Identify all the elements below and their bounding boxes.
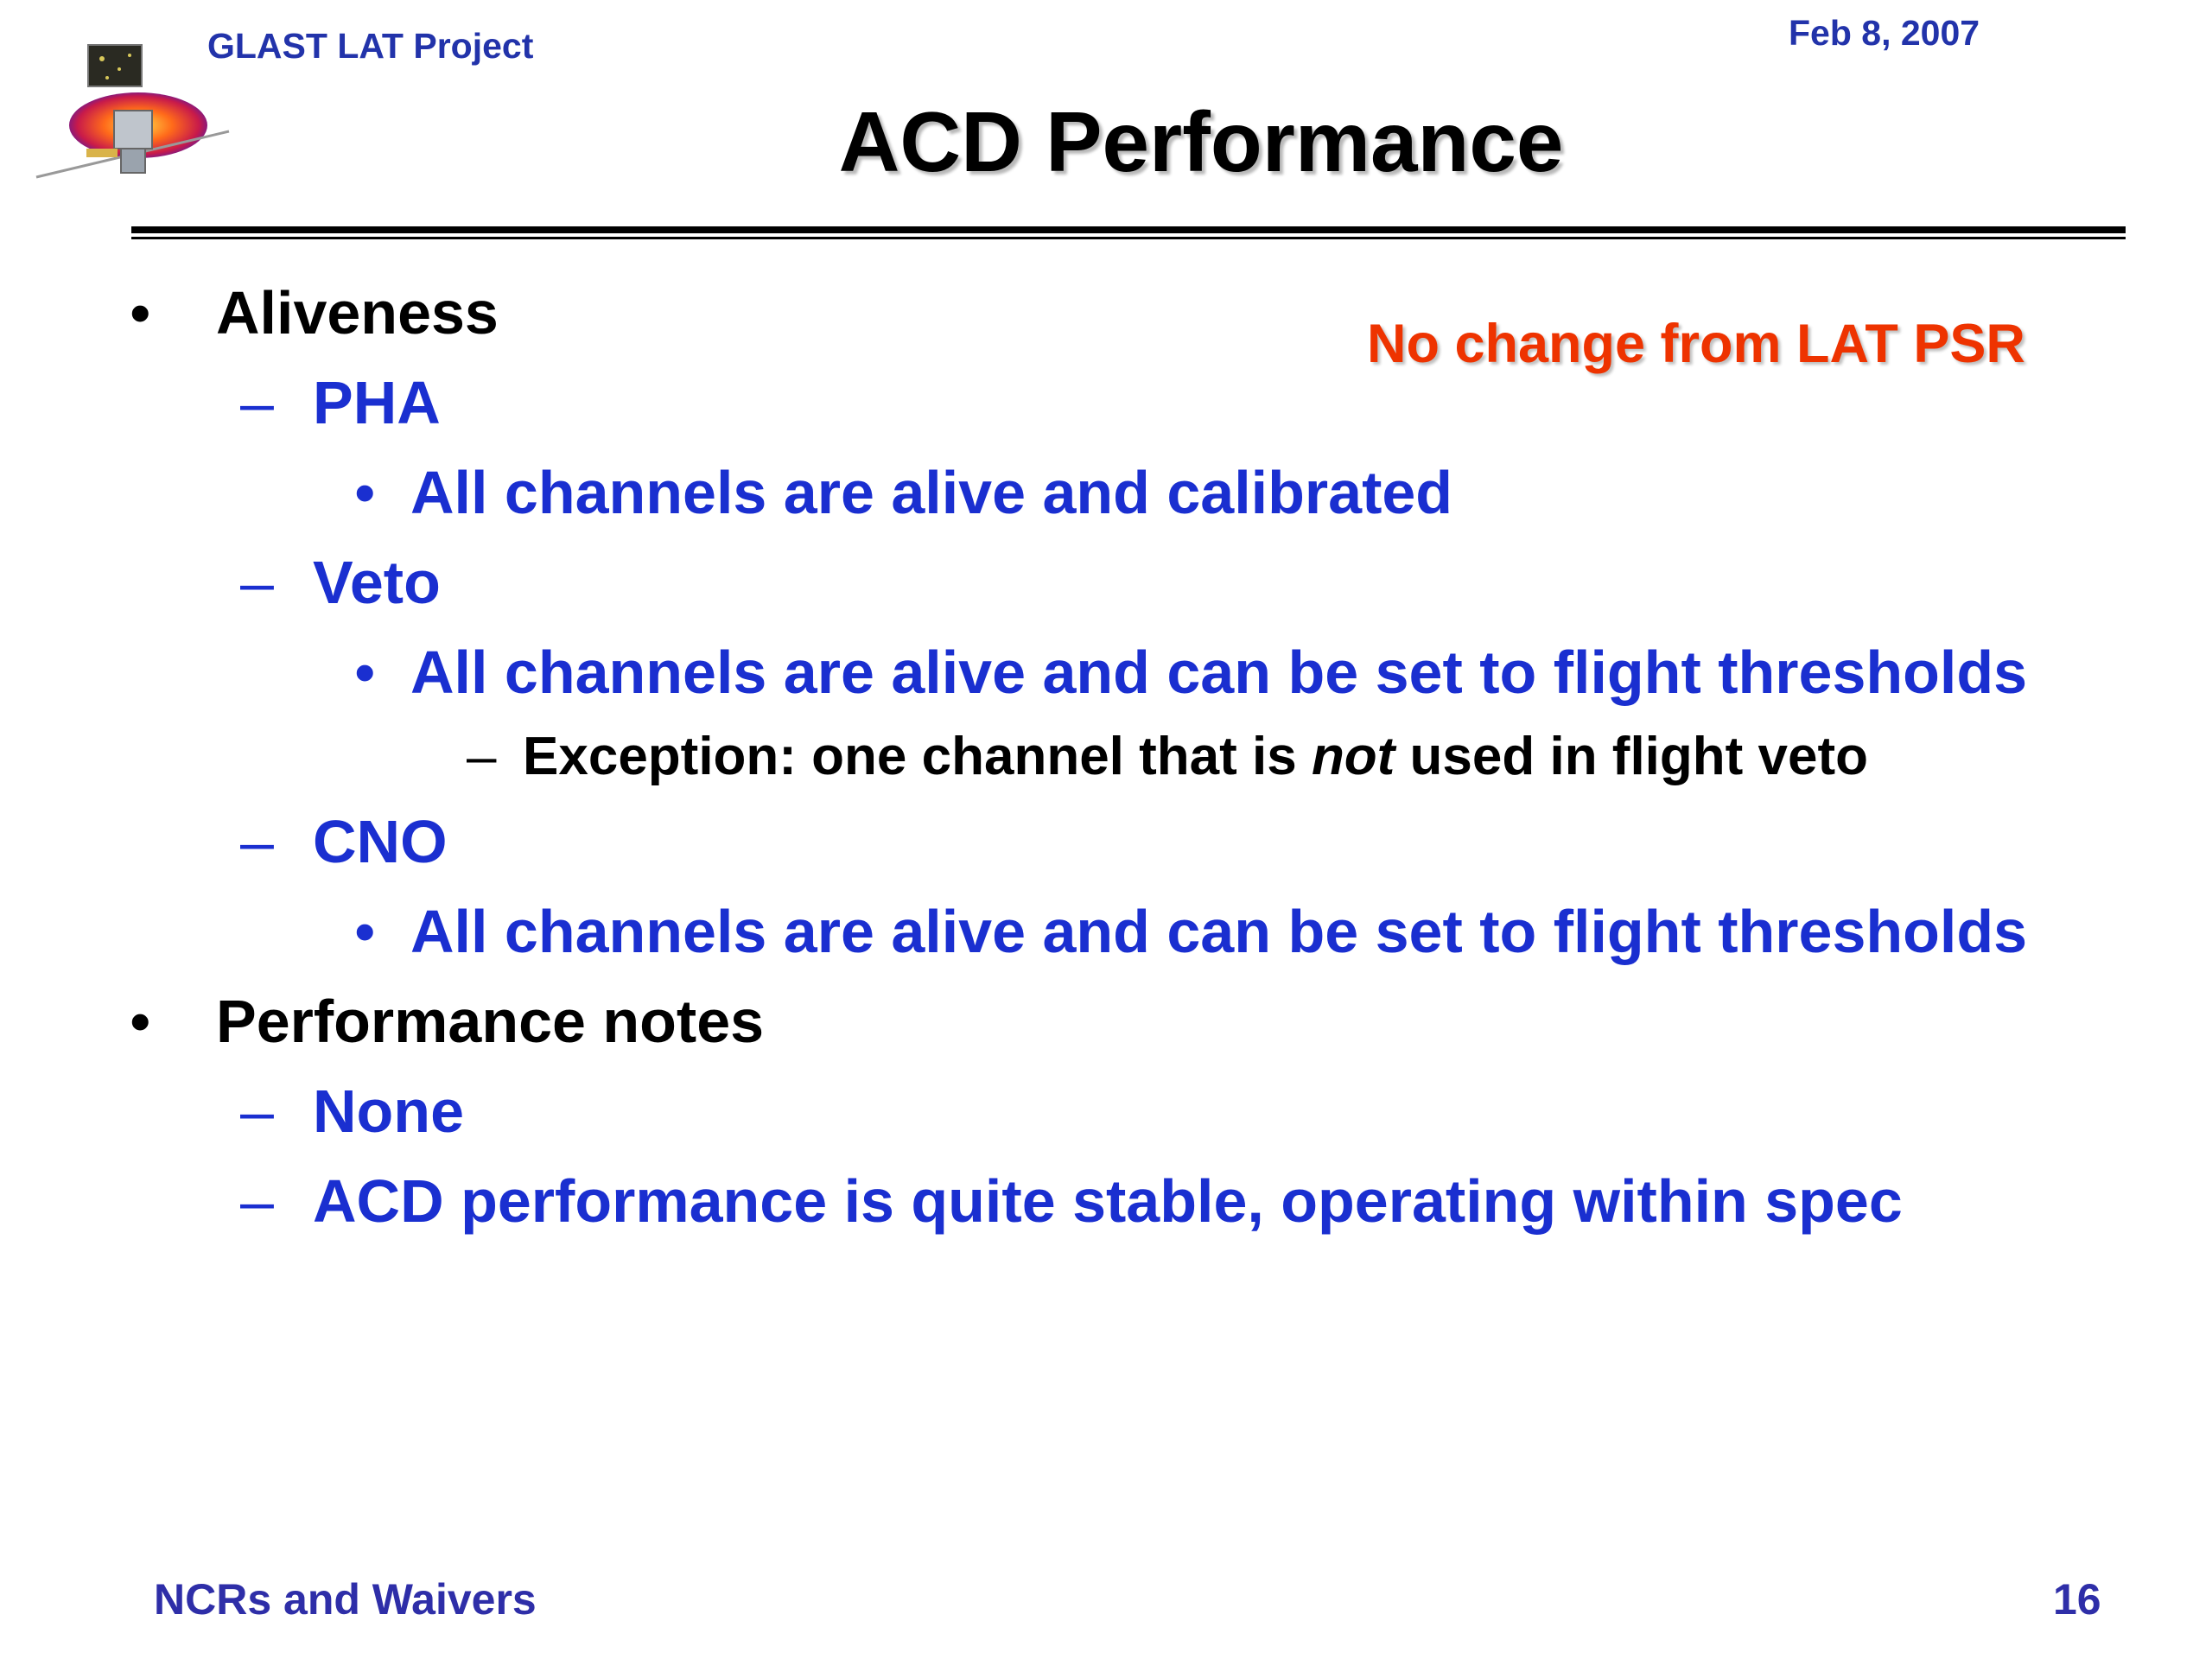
veto-detail: All channels are alive and can be set to flight thresholds (410, 639, 2028, 706)
veto-exception (523, 726, 1868, 787)
sub-bullet-veto: Veto (313, 549, 441, 616)
sub-bullet-pha: PHA (313, 369, 441, 436)
dash-mark: – (240, 808, 274, 875)
pha-detail: All channels are alive and calibrated (410, 459, 1453, 526)
change-note: No change from LAT PSR (1367, 314, 2025, 374)
title-divider (131, 226, 2126, 233)
bullet-mark: • (130, 988, 151, 1055)
exception-text-after: used in flight veto (1395, 727, 1869, 786)
dash-mark: – (240, 369, 274, 436)
sub-bullet-none: None (313, 1077, 464, 1145)
title-divider-thin (131, 237, 2126, 239)
bullet-mark: • (354, 459, 376, 526)
bullet-mark: • (354, 639, 376, 706)
dash-mark: – (240, 1167, 274, 1235)
cno-detail: All channels are alive and can be set to flight thresholds (410, 898, 2028, 965)
footer-section: NCRs and Waivers (154, 1575, 537, 1624)
project-name: GLAST LAT Project (207, 26, 534, 66)
exception-text-before: Exception: one channel that is (523, 727, 1312, 786)
dash-mark: – (240, 1077, 274, 1145)
bullet-mark: • (130, 279, 151, 346)
sub-bullet-cno: CNO (313, 808, 448, 875)
sub-bullet-stable: ACD performance is quite stable, operating within spec (313, 1167, 1903, 1235)
dash-mark: – (240, 549, 274, 616)
bullet-mark: • (354, 898, 376, 965)
bullet-aliveness: Aliveness (216, 279, 499, 346)
bullet-performance-notes: Performance notes (216, 988, 765, 1055)
dash-mark: – (467, 727, 497, 786)
slide-date: Feb 8, 2007 (1789, 13, 1980, 53)
page-number: 16 (2053, 1575, 2101, 1624)
slide-title: ACD Performance (838, 94, 1564, 189)
exception-emphasis: not (1311, 727, 1395, 786)
